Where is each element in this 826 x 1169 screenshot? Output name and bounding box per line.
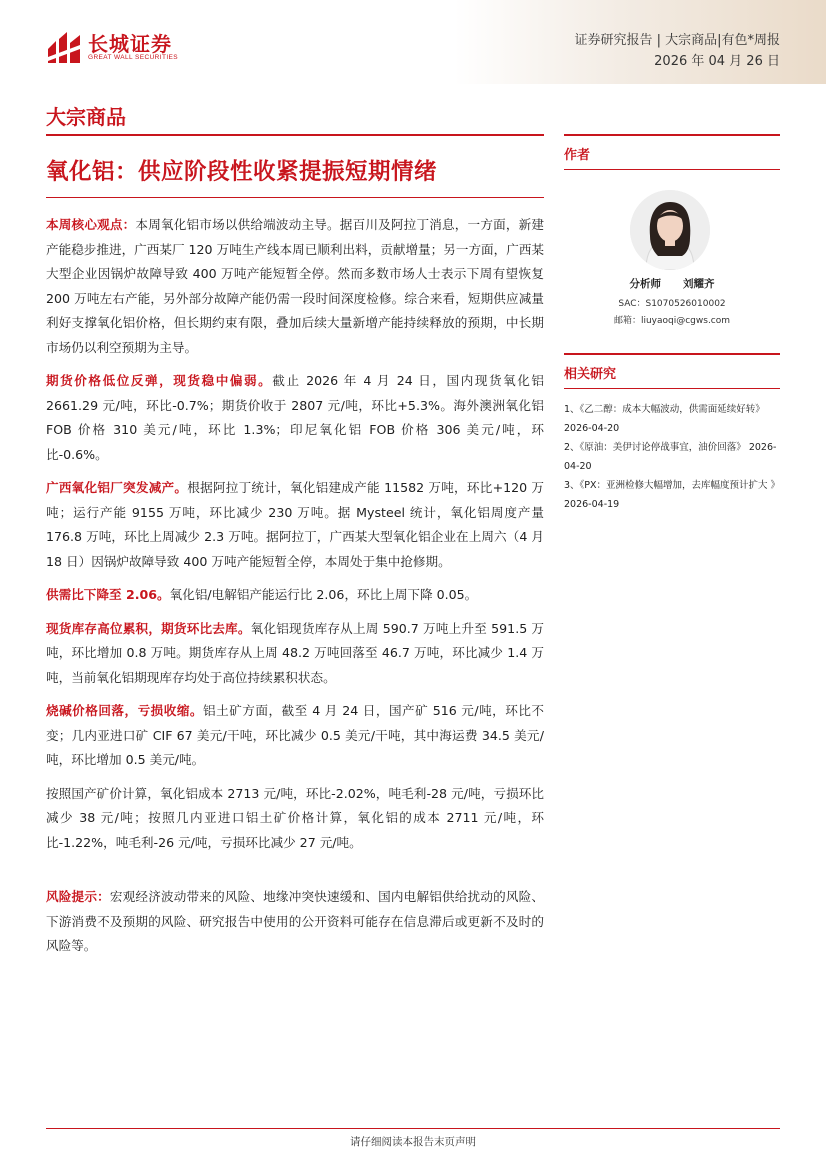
paragraph-lead: 广西氧化铝厂突发减产。 — [46, 480, 188, 495]
analyst-sac: SAC：S1070526010002 — [618, 299, 726, 309]
report-date: 2026 年 04 月 26 日 — [654, 54, 780, 69]
related-research-panel — [564, 353, 780, 514]
related-heading: 相关研究 — [564, 353, 780, 388]
footer-divider — [46, 1128, 780, 1129]
paragraph-inventory — [46, 617, 544, 691]
related-list — [564, 400, 780, 514]
title-divider — [46, 197, 544, 198]
header-info — [574, 30, 780, 72]
author-panel — [564, 134, 780, 334]
risk-lead: 风险提示： — [46, 889, 110, 904]
paragraph-price — [46, 369, 544, 467]
analyst-line — [564, 276, 780, 291]
risk-text: 宏观经济波动带来的风险、地缘冲突快速缓和、国内电解铝供给扰动的风险、下游消费不及预期的风险、研究报告中使用的公开资料可能存在信息滞后或更新不及时的风险等。 — [46, 889, 545, 953]
author-divider — [564, 169, 780, 170]
paragraph-lead: 烧碱价格回落，亏损收缩。 — [46, 703, 204, 718]
paragraph-supply-demand — [46, 583, 544, 608]
analyst-name: 刘耀齐 — [683, 278, 715, 290]
analyst-role: 分析师 — [629, 278, 661, 290]
paragraph-text: 本周氧化铝市场以供给端波动主导。据百川及阿拉丁消息，一方面，新建产能稳步推进，广西某厂 120 万吨生产线本周已顺利出料，贡献增量；另一方面，广西某大型企业因锅炉故障导致 400 万吨产能短暂全停。然而多数市场人士表示下周有望恢复 200 万吨左右产能，另外部分故障产能仍需一段时间深度检修。综合来看，短期供应减量利好支撑氧化铝价格，但长期约束有限，叠加后续大量新增产能持续释放的预期，中长期市场仍以利空预期为主导。 — [46, 217, 545, 355]
avatar-portrait-icon — [630, 190, 710, 270]
logo-text-cn: 长城证券 — [88, 32, 172, 56]
paragraph-lead: 期货价格低位反弹，现货稳中偏弱。 — [46, 373, 273, 388]
paragraph-lead: 供需比下降至 2.06。 — [46, 587, 170, 602]
section-divider — [46, 134, 544, 136]
paragraph-core-view — [46, 213, 544, 360]
footer-disclaimer: 请仔细阅读本报告末页声明 — [350, 1136, 476, 1148]
analyst-email[interactable]: 邮箱：liuyaoqi@cgws.com — [613, 316, 731, 326]
paragraph-text: 氧化铝现货库存从上周 590.7 万吨上升至 591.5 万吨，环比增加 0.8 万吨。期货库存从上周 48.2 万吨回落至 46.7 万吨，环比减少 1.4 万吨，当前氧化铝期现库存均处于高位持续累积状态。 — [46, 620, 545, 685]
paragraph-lead: 本周核心观点： — [46, 217, 136, 232]
paragraph-text: 铝土矿方面，截至 4 月 24 日，国产矿 516 元/吨，环比不变；几内亚进口矿 CIF 67 美元/干吨，环比减少 0.5 美元/干吨，其中海运费 34.5 美元/吨，环比增加 0.5 美元/吨。 — [46, 703, 545, 767]
related-item[interactable]: 2、《原油：美伊讨论停战事宜，油价回落》 2026-04-20 — [564, 442, 777, 472]
paragraph-cost — [46, 782, 544, 856]
paragraph-caustic-soda — [46, 699, 544, 773]
paragraph-production — [46, 476, 544, 574]
risk-warning — [46, 885, 544, 959]
author-heading: 作者 — [564, 134, 780, 169]
related-divider — [564, 388, 780, 389]
logo-mark-icon — [46, 29, 82, 65]
paragraph-lead: 现货库存高位累积，期货环比去库。 — [46, 620, 251, 636]
paragraph-text: 按照国产矿价计算，氧化铝成本 2713 元/吨，环比-2.02%，吨毛利-28 元/吨，亏损环比减少 38 元/吨；按照几内亚进口铝土矿价格计算，氧化铝的成本 2711 元/吨，环比-1.22%，吨毛利-26 元/吨，亏损环比减少 27 元/吨。 — [46, 785, 544, 850]
section-label: 大宗商品 — [46, 105, 126, 129]
logo-text-en: GREAT WALL SECURITIES — [88, 54, 179, 61]
paragraph-text: 氧化铝/电解铝产能运行比 2.06，环比上周下降 0.05。 — [169, 587, 478, 602]
related-item[interactable]: 1、《乙二醇：成本大幅波动，供需面延续好转》 2026-04-20 — [564, 404, 765, 434]
analyst-avatar — [630, 190, 710, 270]
paragraph-text: 根据阿拉丁统计，氧化铝建成产能 11582 万吨，环比+120 万吨；运行产能 9155 万吨，环比减少 230 万吨。据 Mysteel 统计，氧化铝周度产量 176.8 万吨，环比上周减少 2.3 万吨。据阿拉丁，广西某大型氧化铝企业在上周六（4 月 18 日）因锅炉故障导致 400 万吨产能短暂全停，本周处于集中抢修期。 — [46, 480, 544, 569]
related-item[interactable]: 3、《PX：亚洲检修大幅增加，去库幅度预计扩大 》2026-04-19 — [564, 480, 776, 510]
report-body — [46, 213, 544, 968]
company-logo — [46, 27, 206, 67]
report-title: 氧化铝：供应阶段性收紧提振短期情绪 — [46, 159, 438, 185]
paragraph-text: 截止 2026 年 4 月 24 日，国内现货氧化铝 2661.29 元/吨，环比-0.7%；期货价收于 2807 元/吨，环比+5.3%。海外澳洲氧化铝 FOB 价格 310 美元/吨，环比 1.3%；印尼氧化铝 FOB 价格 306 美元/吨，环比-0.6%。 — [46, 373, 545, 462]
report-type: 证券研究报告 | 大宗商品|有色*周报 — [574, 33, 780, 48]
